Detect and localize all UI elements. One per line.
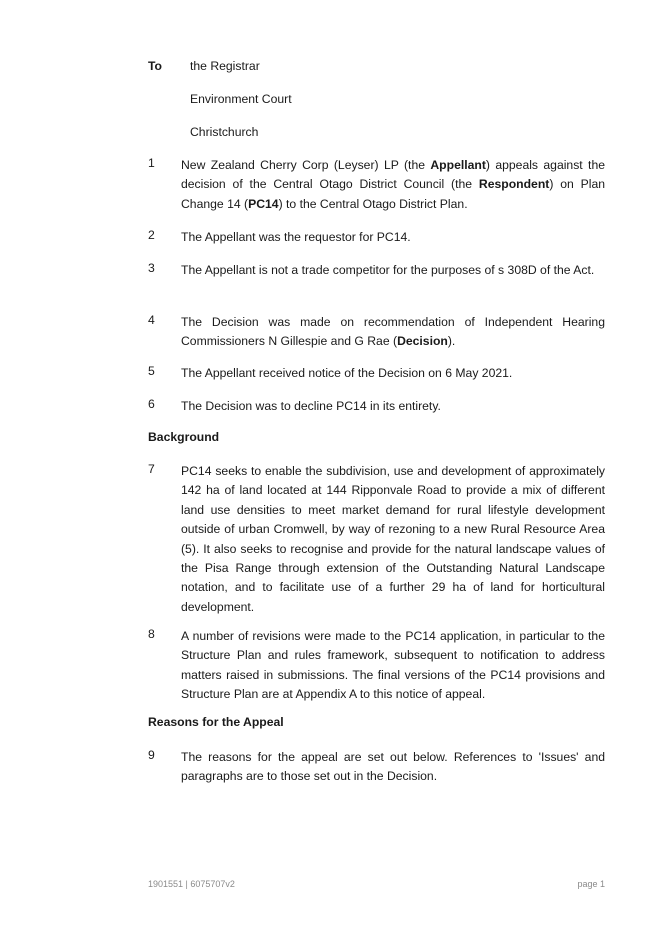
paragraph-2: [148, 228, 605, 247]
text-run: ) to the Central Otago District Plan.: [278, 196, 468, 211]
text-run: ).: [447, 334, 456, 349]
paragraph-number: 8: [148, 627, 155, 641]
paragraph-number: 5: [148, 364, 155, 378]
text-run: ) on Plan Change 14 (: [181, 177, 606, 211]
paragraph-1: [148, 156, 605, 214]
section-heading-reasons: Reasons for the Appeal: [148, 715, 284, 729]
paragraph-5: [148, 364, 605, 383]
recipient-court: Environment Court: [190, 92, 292, 106]
paragraph-7: [148, 462, 605, 617]
paragraph-number: 1: [148, 156, 155, 170]
recipient-line: the Registrar: [190, 59, 260, 73]
paragraph-text: [181, 313, 605, 352]
paragraph-number: 2: [148, 228, 155, 242]
page-number: page 1: [577, 879, 605, 889]
paragraph-4: [148, 313, 605, 352]
paragraph-text: The Appellant was the requestor for PC14.: [181, 230, 411, 244]
paragraph-number: 7: [148, 462, 155, 476]
paragraph-text: The Appellant received notice of the Decision on 6 May 2021.: [181, 366, 513, 380]
paragraph-number: 9: [148, 748, 155, 762]
recipient-city: Christchurch: [190, 125, 259, 139]
paragraph-9: [148, 748, 605, 787]
paragraph-text: [181, 156, 605, 214]
defined-term-appellant: Appellant: [430, 158, 486, 172]
section-heading-background: Background: [148, 430, 220, 444]
text-run: ) appeals against the decision of the Central Otago District Council (the: [181, 158, 606, 192]
paragraph-6: [148, 397, 605, 416]
text-run: The Decision was made on recommendation of Independent Hearing Commissioners N Gillespie and G Rae (: [181, 315, 605, 349]
paragraph-text: PC14 seeks to enable the subdivision, use and development of approximately 142 ha of land located at 144 Ripponvale Road to provide a mix of different land use densities to meet market demand for rural lifestyle development outside of urban Cromwell, by way of rezoning to a new Rural Resource Area (5). It also seeks to recognise and provide for the natural landscape values of the Pisa Range through extension of the Outstanding Natural Landscape notation, and to facilitate use of a further 29 ha of land for horticultural development.: [181, 464, 605, 614]
paragraph-text: The Appellant is not a trade competitor for the purposes of s 308D of the Act.: [181, 263, 595, 277]
defined-term-decision: Decision: [397, 334, 448, 349]
document-reference: 1901551 | 6075707v2: [148, 879, 235, 889]
paragraph-text: A number of revisions were made to the PC14 application, in particular to the Structure Plan and rules framework, subsequent to notification to address matters raised in submissions. The final versions of the PC14 provisions and Structure Plan are at Appendix A to this notice of appeal.: [181, 629, 605, 702]
paragraph-8: [148, 627, 605, 705]
paragraph-text: The reasons for the appeal are set out below. References to 'Issues' and paragraphs are to those set out in the Decision.: [181, 750, 605, 784]
paragraph-text: The Decision was to decline PC14 in its entirety.: [181, 399, 441, 413]
to-label: To: [148, 59, 162, 73]
defined-term-pc14: PC14: [248, 196, 279, 211]
paragraph-number: 4: [148, 313, 155, 327]
defined-term-respondent: Respondent: [478, 177, 550, 192]
paragraph-number: 6: [148, 397, 155, 411]
paragraph-3: [148, 261, 605, 280]
paragraph-number: 3: [148, 261, 155, 275]
text-run: New Zealand Cherry Corp (Leyser) LP (the: [181, 158, 431, 172]
